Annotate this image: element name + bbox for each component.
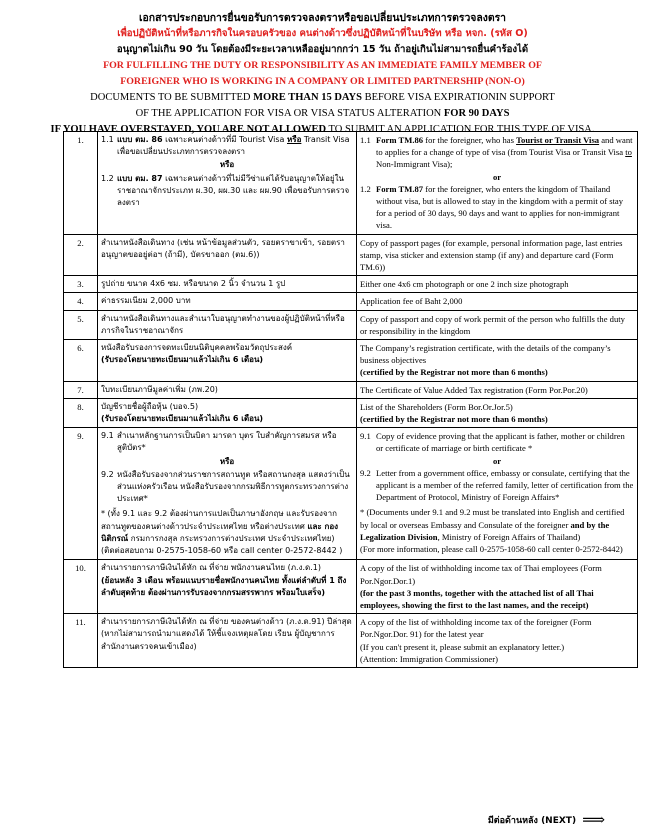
note-emphasis: and by the Legalization Division (360, 519, 610, 542)
emphasis-text: หรือ (287, 135, 302, 144)
requirement-text: บัญชีรายชื่อผู้ถือหุ้น (บอจ.5) (101, 401, 199, 411)
header-submission-text: DOCUMENTS TO BE SUBMITTED (90, 92, 254, 103)
sub-item-number: 9.1 (360, 431, 371, 442)
table-row (64, 560, 638, 614)
english-requirement: Either one 4x6 cm photograph or one 2 inch size photograph (357, 276, 638, 293)
row-number: 9. (64, 428, 98, 560)
certification-note: (รับรองโดยนายทะเบียนมาแล้วไม่เกิน 6 เดือน) (101, 355, 264, 365)
thai-requirement (98, 428, 357, 560)
header-application-days: FOR 90 DAYS (443, 108, 510, 119)
row-number: 7. (64, 381, 98, 398)
thai-requirement: สำเนารายการภาษีเงินได้หัก ณ ที่จ่าย ของคนต่างด้าว (ภ.ง.ด.91) ปีล่าสุด (หากไม่สามารถนำมาแสดงได้ ให้ชี้แจงเหตุผลโดย เรียน ผู้บัญชาการสำนักงานตรวจคนเข้าเมือง) (98, 614, 357, 668)
header-title-english-1: FOR FULFILLING THE DUTY OR RESPONSIBILITY AS AN IMMEDIATE FAMILY MEMBER OF (103, 60, 542, 71)
sub-item-number: 1.1 (101, 135, 114, 144)
table-row (64, 614, 638, 668)
requirements-table (63, 131, 638, 668)
english-requirement (357, 560, 638, 614)
thai-requirement (98, 398, 357, 427)
header-title-thai: เอกสารประกอบการยื่นขอรับการตรวจลงตราหรือขอเปลี่ยนประเภทการตรวจลงตรา (139, 12, 506, 24)
explanation-note: (If you can't present it, please submit an explanatory letter.) (360, 641, 565, 652)
table-row (64, 234, 638, 276)
sub-item-number: 9.2 (101, 469, 114, 479)
sub-item (101, 173, 353, 210)
certification-note: (ย้อนหลัง 3 เดือน พร้อมแนบรายชื่อพนักงานคนไทย ทั้งแต่ลำดับที่ 1 ถึง ลำดับสุดท้าย ต้องผ่านการรับรองจากกรมสรรพากร พร้อมใบเสร็จ) (101, 575, 347, 597)
sub-item-text: and want to applies for a change of type of visa (from Tourist Visa or Transit Visa (376, 135, 633, 158)
row-number: 5. (64, 310, 98, 339)
sub-item (101, 134, 353, 158)
form-name: Form TM.86 (376, 135, 424, 145)
header-overstay-warning: IF YOU HAVE OVERSTAYED, YOU ARE NOT ALLOWED (50, 124, 327, 135)
thai-requirement: ค่าธรรมเนียม 2,000 บาท (98, 293, 357, 310)
next-page-indicator (488, 810, 605, 830)
thai-requirement (98, 560, 357, 614)
certification-note: (certified by the Registrar not more than 6 months) (360, 367, 548, 378)
document-header (0, 0, 645, 138)
translation-note (101, 508, 353, 557)
or-separator: หรือ (219, 456, 235, 466)
certification-note: (for the past 3 months, together with the attached list of all Thai employees, showing the first to the last names, and the receipt) (360, 587, 594, 610)
requirement-text: The Company’s registration certificate, with the details of the company’s business objectives (360, 343, 611, 366)
table-row (64, 276, 638, 293)
or-separator: หรือ (219, 160, 235, 170)
requirement-text: List of the Shareholders (Form Bor.Or.Jor.5) (360, 401, 513, 412)
note-text: , Ministry of Foreign Affairs of Thailand) (437, 531, 581, 542)
or-separator: or (492, 455, 502, 466)
thai-requirement: สำเนาหนังสือเดินทางและสำเนาใบอนุญาตทำงานของผู้ปฏิบัติหน้าที่หรือภารกิจในราชอาณาจักร (98, 310, 357, 339)
header-title-english-2: FOREIGNER WHO IS WORKING IN A COMPANY OR LIMITED PARTNERSHIP (NON-O) (120, 76, 525, 87)
table-row (64, 293, 638, 310)
row-number: 8. (64, 398, 98, 427)
header-submission-text-end: BEFORE VISA EXPIRATIONIN SUPPORT (361, 92, 555, 103)
sub-item (360, 430, 634, 454)
sub-item-number: 9.1 (101, 431, 114, 441)
translation-note (360, 506, 634, 543)
note-text: * (ทั้ง 9.1 และ 9.2 ต้องผ่านการแปลเป็นภาษาอังกฤษ และรับรองจากสถานทูตของคนต่างด้าวประจำประเทศไทย หรือต่างประเทศ (101, 509, 337, 531)
sub-item-text: for the foreigner, who has (423, 135, 517, 145)
table-row (64, 381, 638, 398)
thai-requirement: สำเนาหนังสือเดินทาง (เช่น หน้าข้อมูลส่วนตัว, รอยตราขาเข้า, รอยตราอนุญาตขออยู่ต่อฯ (ถ้ามี), บัตรขาออก (ตม.6)) (98, 234, 357, 276)
table-row (64, 132, 638, 235)
sub-item (101, 469, 353, 506)
note-text: กรมการกงสุล กระทรวงการต่างประเทศ ประจำประเทศไทย) (ติดต่อสอบถาม 0-2575-1058-60 หรือ call center 0-2572-8442 ) (101, 533, 343, 556)
english-requirement (357, 428, 638, 560)
sub-item-number: 9.2 (360, 467, 371, 478)
table-row (64, 428, 638, 560)
thai-requirement (98, 132, 357, 235)
table-row (64, 340, 638, 382)
english-requirement: The Certificate of Value Added Tax registration (Form Por.Por.20) (357, 381, 638, 398)
header-application-line (0, 106, 645, 122)
right-arrow-icon: ⟹ (582, 812, 605, 829)
sub-item-text: Transit Visa เพื่อขอเปลี่ยนประเภทการตรวจลงตรา (117, 135, 350, 157)
sub-item-number: 1.2 (101, 173, 114, 183)
thai-requirement: ใบทะเบียนภาษีมูลค่าเพิ่ม (ภพ.20) (98, 381, 357, 398)
form-name: แบบ ตม. 87 (117, 173, 163, 183)
row-number: 3. (64, 276, 98, 293)
form-name: แบบ ตม. 86 (117, 135, 163, 144)
english-requirement (357, 340, 638, 382)
row-number: 11. (64, 614, 98, 668)
sub-item-text: หนังสือรับรองจากส่วนราชการสถานทูต หรือสถานกงสุล แสดงว่าเป็นส่วนแห่งครัวเรือน หนังสือรับรองจากกรมพิธีการทูตกระทรวงการต่างประเทศ* (117, 469, 350, 504)
sub-item-text: สำเนาหลักฐานการเป็นบิดา มารดา บุตร ใบสำคัญการสมรส หรือสูติบัตร* (117, 431, 337, 453)
note-text: * (Documents under 9.1 and 9.2 must be translated into English and certified by local or overseas Embassy and Consulate of the foreigner (360, 507, 625, 530)
contact-note: (For more information, please call 0-2575-1058-60 call center 0-2572-8442) (360, 544, 623, 555)
sub-item-text: เฉพาะคนต่างด้าวที่มี Tourist Visa (162, 135, 287, 144)
form-name: Form TM.87 (376, 183, 424, 194)
sub-item (360, 467, 634, 504)
certification-note: (certified by the Registrar not more than 6 months) (360, 414, 548, 425)
note-emphasis: และ กองนิติกรณ์ (101, 521, 339, 543)
english-requirement: Copy of passport and copy of work permit of the person who fulfills the duty or responsibility in the kingdom (357, 310, 638, 339)
attention-note: (Attention: Immigration Commissioner) (360, 653, 498, 664)
header-submission-line (0, 90, 645, 106)
row-number: 6. (64, 340, 98, 382)
sub-item-text: for the foreigner, who enters the kingdom of Thailand without visa, but is allowed to stay in the kingdom with a permit of stay for a period of 30 days, 90 days and want to applies for non-immigrant visa. (376, 183, 624, 231)
row-number: 10. (64, 560, 98, 614)
english-requirement: Copy of passport pages (for example, personal information page, last entries stamp, visa sticker and extension stamp (if any) and departure card (Form TM.6)) (357, 234, 638, 276)
next-page-label: มีต่อด้านหลัง (NEXT) (487, 816, 577, 826)
sub-item-text: Letter from a government office, embassy or consulate, certifying that the applicant is a member of the referred family, letter of certification from the Department of Protocol, Ministry of Foreign Affairs* (376, 467, 634, 503)
english-requirement (357, 614, 638, 668)
header-submission-days: MORE THAN 15 DAYS (253, 92, 362, 103)
header-condition-thai: อนุญาตไม่เกิน 90 วัน โดยต้องมีระยะเวลาเหลืออยู่มากกว่า 15 วัน ถ้าอยู่เกินไม่สามารถยื่นคำร้องได้ (116, 44, 529, 55)
row-number: 1. (64, 132, 98, 235)
sub-item-number: 1.1 (360, 135, 371, 145)
or-separator: or (492, 171, 502, 182)
requirement-text: หนังสือรับรองการจดทะเบียนนิติบุคคลพร้อมวัตถุประสงค์ (101, 343, 293, 353)
emphasis-text: Tourist or Transit Visa (516, 135, 600, 145)
header-subtitle-thai: เพื่อปฏิบัติหน้าที่หรือภารกิจในครอบครัวของ คนต่างด้าวซึ่งปฏิบัติหน้าที่ในบริษัท หรือ หจก. (รหัส O) (117, 28, 528, 39)
row-number: 4. (64, 293, 98, 310)
emphasis-text: to (625, 147, 632, 158)
certification-note: (รับรองโดยนายทะเบียนมาแล้วไม่เกิน 6 เดือน) (101, 414, 264, 424)
header-overstay-text: TO SUBMIT AN APPLICATION FOR THIS TYPE OF VISA. (326, 124, 595, 135)
sub-item-text: เฉพาะคนต่างด้าวที่ไม่มีวีซ่าแต่ได้รับอนุญาตให้อยู่ในราชอาณาจักรประเภท ผ.30, ผผ.30 และ ผผ.90 เพื่อขอรับการตรวจลงตรา (117, 173, 350, 208)
table-row (64, 398, 638, 427)
requirement-text: A copy of the list of withholding income tax of the foreigner (Form Por.Ngor.Dor. 91) for the latest year (360, 617, 592, 640)
sub-item (101, 430, 353, 454)
sub-item (360, 183, 634, 232)
english-requirement (357, 398, 638, 427)
english-requirement (357, 132, 638, 235)
english-requirement: Application fee of Baht 2,000 (357, 293, 638, 310)
sub-item (360, 134, 634, 171)
table-row (64, 310, 638, 339)
requirement-text: สำเนารายการภาษีเงินได้หัก ณ ที่จ่าย พนักงานคนไทย (ภ.ง.ด.1) (101, 563, 321, 573)
requirement-text: A copy of the list of withholding income tax of Thai employees (Form Por.Ngor.Dor.1) (360, 563, 602, 586)
sub-item-text: Copy of evidence proving that the applicant is father, mother or children or certificate of marriage or birth certificate * (376, 431, 625, 454)
thai-requirement: รูปถ่าย ขนาด 4x6 ซม. หรือขนาด 2 นิ้ว จำนวน 1 รูป (98, 276, 357, 293)
sub-item-text: Non-Immigrant Visa); (376, 159, 453, 170)
header-application-text: OF THE APPLICATION FOR VISA OR VISA STATUS ALTERATION (135, 108, 444, 119)
sub-item-number: 1.2 (360, 183, 371, 194)
row-number: 2. (64, 234, 98, 276)
thai-requirement (98, 340, 357, 382)
